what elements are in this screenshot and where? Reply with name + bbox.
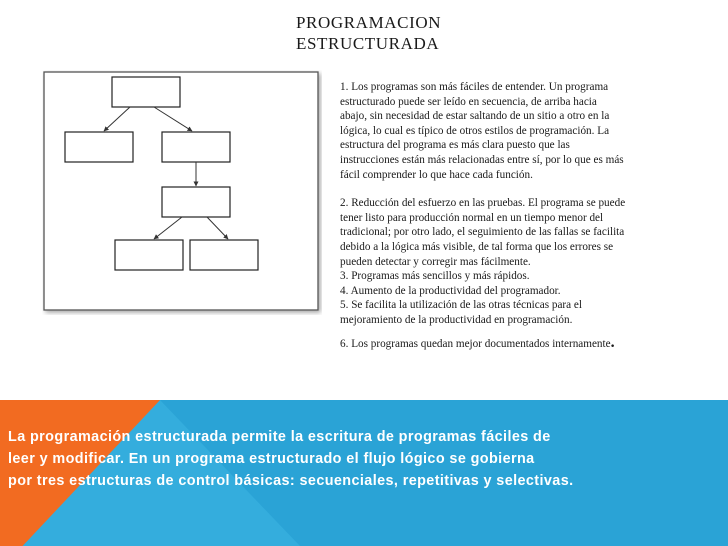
point-6-period: . <box>610 333 615 351</box>
title-line-1: PROGRAMACION <box>296 13 442 32</box>
point-3: 3. Programas más sencillos y más rápidos. <box>340 270 530 283</box>
diagram-box-right <box>162 132 230 162</box>
point-5 <box>340 298 685 327</box>
point-1 <box>340 80 685 182</box>
point-1-line: estructura del programa es más clara puesto que las <box>340 139 570 152</box>
diagram-box-bottom-right <box>190 240 258 270</box>
point-1-line: estructurado puede ser leído en secuencia, de arriba hacia <box>340 95 597 108</box>
point-5-line: 5. Se facilita la utilización de las otras técnicas para el <box>340 299 582 312</box>
advantages-list <box>340 80 685 351</box>
point-1-line: lógica, lo cual es típico de otros estilos de programación. La <box>340 124 610 137</box>
diagram-box-bottom-left <box>115 240 183 270</box>
point-4: 4. Aumento de la productividad del programador. <box>340 284 561 297</box>
diagram-box-middle <box>162 187 230 217</box>
point-2-line: 2. Reducción del esfuerzo en las pruebas. El programa se puede <box>340 197 626 210</box>
point-2-line: debido a la lógica más visible, de tal forma que los errores se <box>340 240 614 253</box>
point-2-line: tradicional; por otro lado, el seguimiento de las fallas se facilita <box>340 226 625 239</box>
point-6-text: 6. Los programas quedan mejor documentados internamente <box>340 337 611 350</box>
banner-line: leer y modificar. En un programa estructurado el flujo lógico se gobierna <box>8 451 535 467</box>
banner-line: La programación estructurada permite la escritura de programas fáciles de <box>8 429 551 445</box>
title-line-2: ESTRUCTURADA <box>296 34 440 53</box>
point-1-line: 1. Los programas son más fáciles de entender. Un programa <box>340 81 609 93</box>
diagram-box-top <box>112 77 180 107</box>
point-6 <box>340 333 685 352</box>
point-2 <box>340 196 685 269</box>
point-2-line: pueden detectar y corregir mas fácilmente. <box>340 255 531 268</box>
point-1-line: instrucciones están más relacionadas entre sí, por lo que es más <box>340 153 624 166</box>
diagram-box-left <box>65 132 133 162</box>
slide-title <box>296 12 496 54</box>
point-1-line: abajo, sin necesidad de estar saltando de un sitio a otro en la <box>340 110 610 123</box>
banner-line: por tres estructuras de control básicas: secuenciales, repetitivas y selectivas. <box>8 473 574 489</box>
point-5-line: mejoramiento de la productividad en programación. <box>340 313 573 326</box>
point-2-line: tener listo para producción normal en un tiempo menor del <box>340 211 604 224</box>
point-1-line: fácil comprender lo que hace cada función. <box>340 168 533 181</box>
structure-diagram <box>42 70 322 315</box>
banner-text <box>8 426 718 492</box>
